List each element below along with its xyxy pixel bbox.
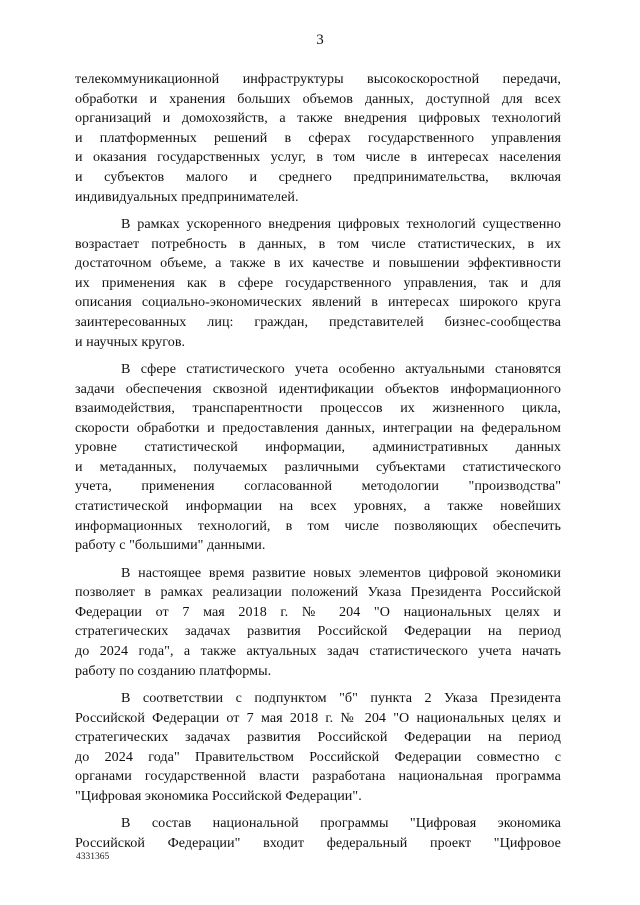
text-line: описания социально-экономических явлений в интересах широкого круга — [75, 294, 561, 311]
text-line: статистической информации на всех уровнях, а также новейших — [75, 498, 561, 515]
text-line: уровне статистической информации, административных данных — [75, 439, 561, 456]
text-line: взаимодействия, транспарентности процессов их жизненного цикла, — [75, 400, 561, 417]
paragraph-national-program — [75, 689, 561, 807]
text-line: заинтересованных лиц: граждан, представителей бизнес-сообщества — [75, 313, 561, 330]
text-line: Российской Федерации" входит федеральный проект "Цифровое — [75, 834, 561, 851]
text-line: возрастает потребность в данных, в том числе статистических, в их — [75, 235, 561, 252]
text-line: В состав национальной программы "Цифровая экономика — [121, 815, 561, 832]
text-line: В соответствии с подпунктом "б" пункта 2 Указа Президента — [121, 690, 561, 706]
text-line: учета, применения согласованной методологии "производства" — [75, 478, 561, 495]
text-line: Российской Федерации от 7 мая 2018 г. № 204 "О национальных целях и — [75, 709, 561, 726]
page-number: 3 — [316, 32, 324, 48]
text-line: скорости обработки и предоставления данных, интеграции на федеральном — [75, 419, 561, 436]
text-line: стратегических задачах развития Российской Федерации на период — [75, 729, 561, 746]
text-line: организаций и домохозяйств, а также внедрения цифровых технологий — [75, 110, 561, 127]
text-line: В сфере статистического учета особенно актуальными становятся — [121, 360, 561, 377]
paragraph-infrastructure — [75, 70, 561, 207]
paragraph-platform — [75, 564, 561, 682]
paragraph-federal-project — [75, 814, 561, 853]
text-line: работу по созданию платформы. — [75, 662, 272, 679]
text-line: и метаданных, получаемых различными субъектами статистического — [75, 458, 561, 475]
body-text — [75, 70, 561, 854]
text-line: стратегических задачах развития Российской Федерации на период — [75, 623, 561, 640]
text-line: органами государственной власти разработана национальная программа — [75, 768, 561, 785]
text-line: обработки и хранения больших объемов данных, доступной для всех — [75, 90, 561, 107]
text-line: "Цифровая экономика Российской Федерации". — [75, 787, 362, 804]
text-line: индивидуальных предпринимателей. — [75, 188, 299, 205]
paragraph-statistical-accounting — [75, 360, 561, 556]
text-line: задачи обеспечения сквозной идентификации объектов информационного — [75, 380, 561, 397]
text-line: и научных кругов. — [75, 333, 186, 350]
text-line: работу с "большими" данными. — [75, 537, 266, 554]
text-line: В настоящее время развитие новых элементов цифровой экономики — [121, 564, 561, 581]
text-line: и субъектов малого и среднего предпринимательства, включая — [75, 168, 561, 185]
text-line: достаточном объеме, а также в их качестве и повышении эффективности — [75, 255, 561, 272]
text-line: до 2024 года" Правительством Российской Федерации совместно с — [75, 748, 561, 765]
text-line: В рамках ускоренного внедрения цифровых технологий существенно — [121, 215, 561, 232]
text-line: телекоммуникационной инфраструктуры высокоскоростной передачи, — [75, 71, 561, 87]
document-id: 4331365 — [76, 852, 110, 862]
text-line: до 2024 года", а также актуальных задач статистического учета начать — [75, 643, 561, 660]
text-line: и платформенных решений в сферах государственного управления — [75, 129, 561, 146]
text-line: позволяет в рамках реализации положений Указа Президента Российской — [75, 584, 561, 601]
text-line: и оказания государственных услуг, в том числе в интересах населения — [75, 149, 561, 166]
text-line: информационных технологий, в том числе позволяющих обеспечить — [75, 517, 561, 534]
text-line: Федерации от 7 мая 2018 г. № 204 "О национальных целях и — [75, 603, 561, 620]
text-line: их применения как в сфере государственного управления, так и для — [75, 274, 561, 291]
paragraph-data-demand — [75, 215, 561, 352]
